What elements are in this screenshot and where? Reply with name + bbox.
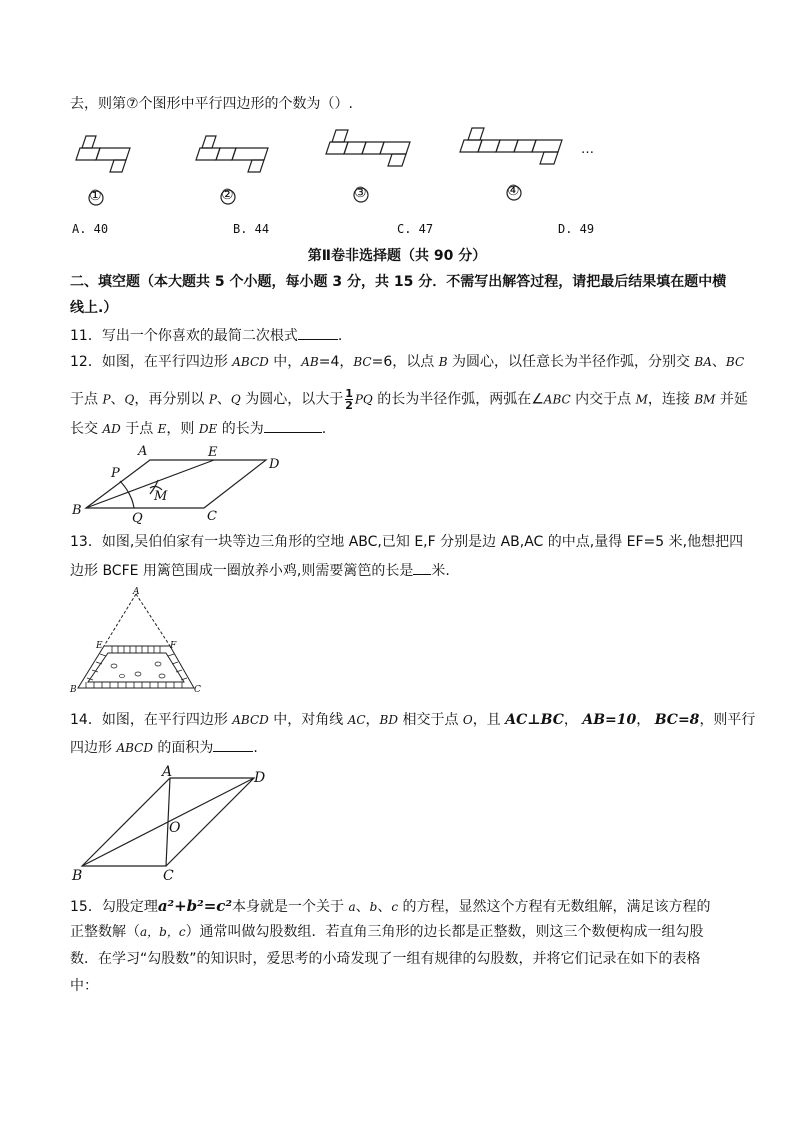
section-heading-line1: 二、填空题（本大题共 5 个小题，每小题 3 分，共 15 分．不需写出解答过程，请把最后结果填在题中横 (70, 274, 727, 290)
q10-pattern-figures (60, 118, 620, 210)
label-d: D (254, 770, 266, 786)
pythagorean-formula: a²+b²=c² (157, 897, 233, 915)
q14-line2: 四边形 ABCD 的面积为 . (70, 737, 730, 758)
fraction-one-half: $\frac{1}{2}$ (345, 387, 353, 412)
label-m: M (154, 489, 168, 504)
label-e: E (208, 445, 218, 460)
q14-parallelogram-figure (66, 762, 276, 884)
label-q: Q (132, 511, 143, 524)
chickens (111, 662, 165, 678)
q11-answer-blank (298, 325, 338, 340)
label-c: C (207, 509, 217, 524)
diagonal-bd (82, 778, 254, 866)
figure-label-3: ③ (354, 185, 367, 201)
label-c: C (163, 868, 174, 884)
figure-label-4: ④ (507, 183, 520, 199)
label-b: B (72, 868, 83, 884)
q13-fence-figure (66, 586, 214, 698)
q10-stem: 去，则第⑦个图形中平行四边形的个数为（）. (70, 96, 353, 112)
pattern-figure-1 (76, 136, 130, 172)
q12-answer-blank (264, 418, 322, 433)
label-a: A (138, 444, 148, 459)
label-e: E (96, 641, 103, 651)
pattern-figure-3 (326, 130, 410, 166)
label-d: D (269, 457, 280, 472)
q11: 11．写出一个你喜欢的最简二次根式 . (70, 325, 730, 346)
trapezoid-inner (88, 653, 184, 682)
q13-line1: 13．如图,吴伯伯家有一块等边三角形的空地 ABC,已知 E,F 分别是边 AB,AC 的中点,量得 EF=5 米,他想把四 (70, 534, 744, 550)
q15-line1: 15．勾股定理a²+b²=c²本身就是一个关于 a、b、c 的方程，显然这个方程有无数组解，满足该方程的 (70, 897, 711, 915)
label-b: B (70, 685, 77, 695)
dashed-ae (104, 594, 136, 646)
pattern-figure-2 (196, 136, 268, 172)
pattern-figure-4 (460, 128, 562, 164)
q14-line1: 14．如图，在平行四边形 ABCD 中，对角线 AC，BD 相交于点 O，且 AC⊥BC， AB=10， BC=8，则平行 (70, 712, 756, 728)
q12-parallelogram-figure (66, 444, 290, 524)
dashed-af (136, 594, 170, 646)
q12-line1: 12．如图，在平行四边形 ABCD 中，AB=4，BC=6，以点 B 为圆心，以任意长为半径作弧，分别交 BA、BC (70, 354, 745, 370)
q13-line2: 边形 BCFE 用篱笆围成一圈放养小鸡,则需要篱笆的长是 米. (70, 560, 730, 581)
line-be (86, 460, 214, 508)
label-a: A (162, 764, 173, 780)
figure-label-2: ② (221, 187, 234, 203)
q12-line2: 于点 P、Q，再分别以 P、Q 为圆心，以大于 $\frac{1}{2}$ PQ 的长为半径作弧，两弧在∠ABC 内交于点 M，连接 BM 并延 (70, 387, 748, 412)
q10-ellipsis: … (581, 142, 594, 157)
q12-line3: 长交 AD 于点 E，则 DE 的长为 . (70, 418, 730, 439)
q14-answer-blank (213, 737, 253, 752)
label-a: A (133, 587, 140, 597)
label-o: O (169, 820, 181, 836)
label-p: P (111, 466, 120, 481)
choice-c: C. 47 (397, 222, 434, 236)
q15-line3: 数．在学习“勾股数”的知识时，爱思考的小琦发现了一组有规律的勾股数，并将它们记录在如下的表格 (70, 951, 701, 967)
section-title: 第Ⅱ卷非选择题（共 90 分） (307, 248, 487, 264)
label-c: C (194, 685, 201, 695)
choice-d: D. 49 (558, 222, 595, 236)
q15-line2: 正整数解（a，b，c）通常叫做勾股数组．若直角三角形的边长都是正整数，则这三个数便构成一组勾股 (70, 924, 704, 940)
section-heading-line2: 线上.） (70, 300, 118, 316)
q15-line4: 中： (70, 978, 98, 994)
figure-label-1: ① (89, 188, 102, 204)
label-b: B (72, 503, 82, 518)
q13-answer-blank (413, 560, 431, 575)
choice-a: A. 40 (72, 222, 109, 236)
label-f: F (170, 641, 177, 651)
choice-b: B. 44 (233, 222, 270, 236)
